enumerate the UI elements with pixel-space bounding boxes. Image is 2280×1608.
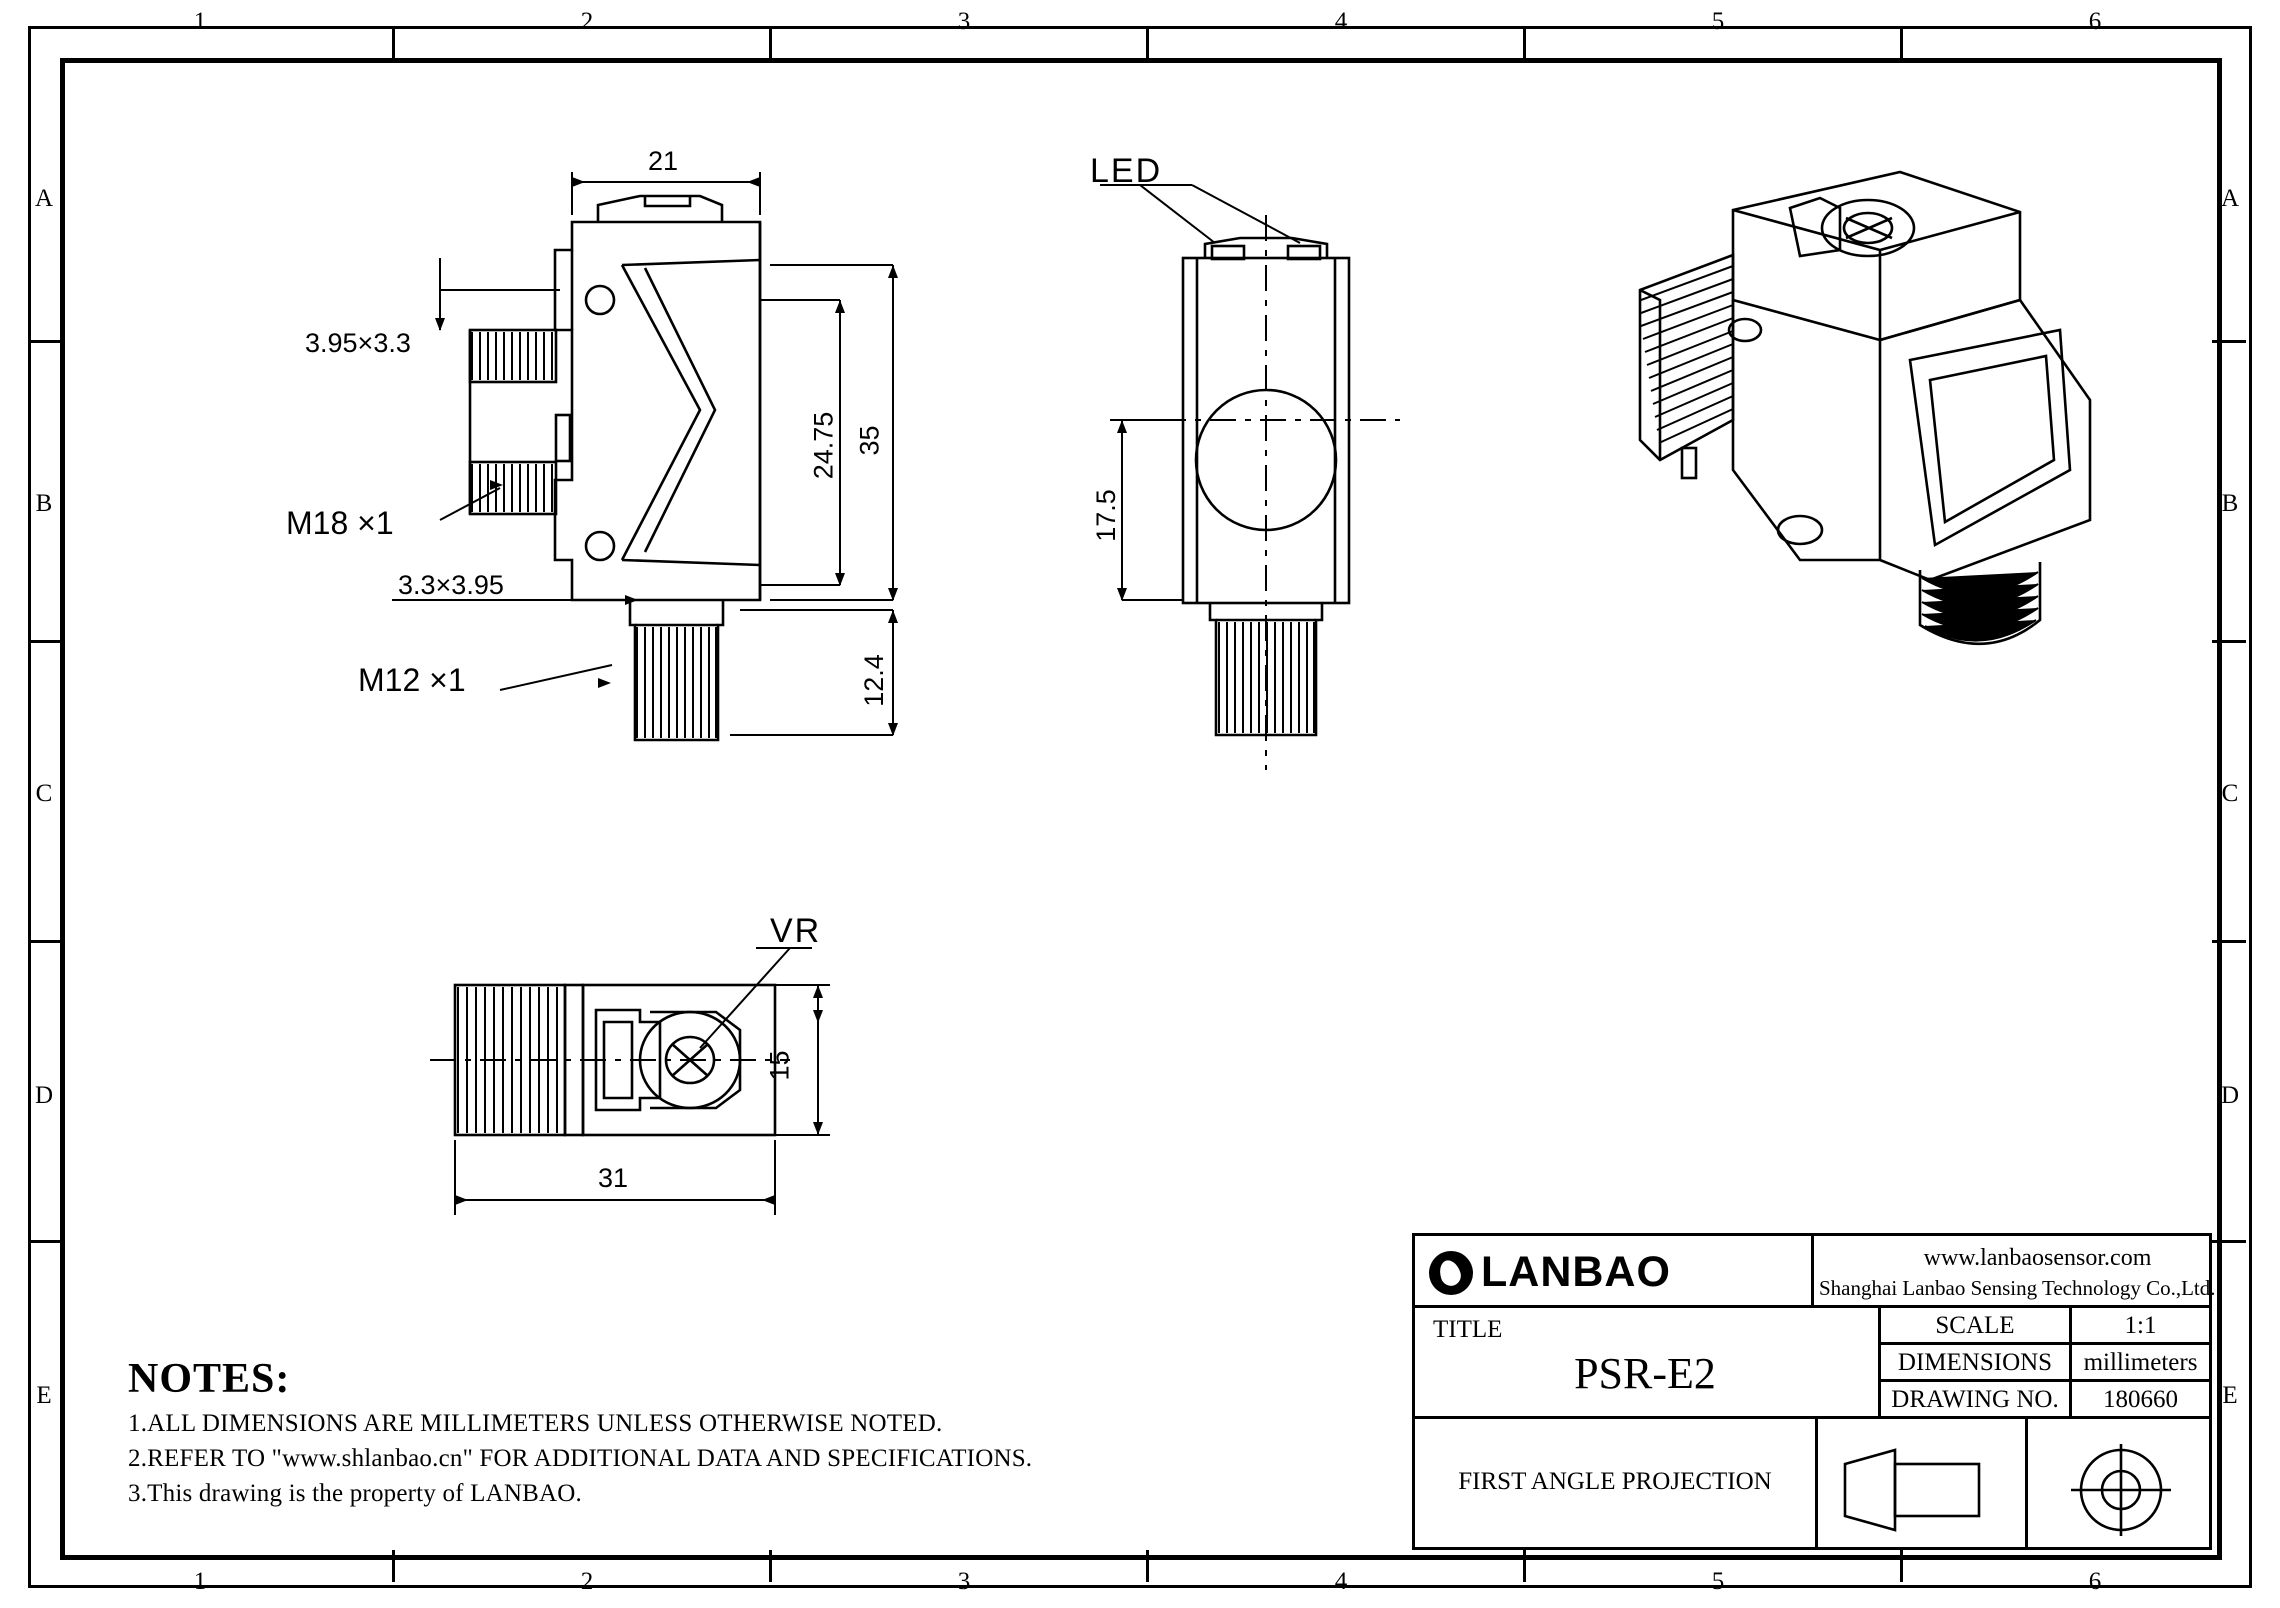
projection-circle-icon xyxy=(2033,1434,2213,1546)
dim-label-35: 35 xyxy=(854,425,885,456)
dim-arrow xyxy=(762,1195,775,1205)
vr-label: VR xyxy=(770,912,822,950)
zone-row-left-C: C xyxy=(35,780,53,807)
drawing-no-label: DRAWING NO. xyxy=(1891,1386,2059,1413)
zone-col-bottom-2: 2 xyxy=(580,1568,594,1595)
title-field-label: TITLE xyxy=(1433,1316,1503,1343)
drawing-no-value: 180660 xyxy=(2103,1386,2178,1413)
note-item-2: 2.REFER TO "www.shlanbao.cn" FOR ADDITIONAL DATA AND SPECIFICATIONS. xyxy=(128,1445,1033,1472)
dim-label-thread-m12: M12 ×1 xyxy=(358,662,466,698)
dim-arrow xyxy=(813,1010,823,1023)
zone-col-top-4: 4 xyxy=(1334,8,1348,35)
tb-divider xyxy=(1415,1305,2209,1308)
lanbao-logo-icon xyxy=(1429,1251,1473,1295)
note-item-3: 3.This drawing is the property of LANBAO. xyxy=(128,1480,582,1507)
zone-row-right-A: A xyxy=(2220,185,2240,212)
dim-label-31: 31 xyxy=(598,1163,629,1193)
dim-label-thread-m18: M18 ×1 xyxy=(286,505,394,541)
dim-label-17-5: 17.5 xyxy=(1090,489,1121,542)
projection-label: FIRST ANGLE PROJECTION xyxy=(1458,1468,1772,1495)
zone-row-right-C: C xyxy=(2221,780,2239,807)
tb-divider xyxy=(1878,1342,2209,1345)
zone-col-top-2: 2 xyxy=(580,8,594,35)
dim-label-width-21: 21 xyxy=(648,146,679,176)
projection-symbol-icon xyxy=(1823,1434,2023,1546)
dim-arrow xyxy=(813,1122,823,1135)
website-text: www.lanbaosensor.com xyxy=(1923,1245,2152,1271)
led-label: LED xyxy=(1090,152,1163,190)
zone-col-top-5: 5 xyxy=(1711,8,1725,35)
zone-row-right-B: B xyxy=(2221,490,2239,517)
zone-row-left-A: A xyxy=(34,185,54,212)
title-block xyxy=(1412,1233,2216,1550)
notes-block xyxy=(128,1355,1032,1508)
tb-divider xyxy=(1815,1416,1818,1550)
zone-col-top-1: 1 xyxy=(193,8,207,35)
lanbao-logo xyxy=(1429,1248,1671,1297)
zone-col-top-3: 3 xyxy=(957,8,971,35)
scale-value: 1:1 xyxy=(2124,1312,2157,1339)
dim-label-24-75: 24.75 xyxy=(808,411,839,480)
zone-col-bottom-5: 5 xyxy=(1711,1568,1725,1595)
zone-row-right-E: E xyxy=(2222,1382,2238,1409)
tb-divider xyxy=(1878,1379,2209,1382)
dim-arrow xyxy=(455,1195,468,1205)
zone-row-left-D: D xyxy=(34,1082,54,1109)
lanbao-logo-text: LANBAO xyxy=(1481,1248,1671,1296)
zone-row-right-D: D xyxy=(2220,1082,2240,1109)
company-full-text: Shanghai Lanbao Sensing Technology Co.,Ltd. xyxy=(1819,1276,2216,1300)
dimensions-label: DIMENSIONS xyxy=(1897,1349,2053,1376)
zone-col-bottom-6: 6 xyxy=(2088,1568,2102,1595)
title-field-value: PSR-E2 xyxy=(1574,1349,1716,1398)
note-item-1: 1.ALL DIMENSIONS ARE MILLIMETERS UNLESS OTHERWISE NOTED. xyxy=(128,1410,943,1437)
dim-label-15: 15 xyxy=(764,1050,795,1081)
scale-label: SCALE xyxy=(1935,1312,2015,1339)
tb-divider xyxy=(2025,1416,2028,1550)
zone-col-bottom-3: 3 xyxy=(957,1568,971,1595)
zone-row-left-B: B xyxy=(35,490,53,517)
zone-col-top-6: 6 xyxy=(2088,8,2102,35)
tb-divider xyxy=(1811,1236,1814,1305)
dim-label-slot-top: 3.95×3.3 xyxy=(305,328,411,358)
dim-label-12-4: 12.4 xyxy=(858,654,889,707)
zone-col-bottom-1: 1 xyxy=(193,1568,207,1595)
zone-row-left-E: E xyxy=(36,1382,52,1409)
dim-arrow xyxy=(813,985,823,998)
tb-divider xyxy=(1415,1416,2209,1419)
zone-col-bottom-4: 4 xyxy=(1334,1568,1348,1595)
dim-label-slot-bottom: 3.3×3.95 xyxy=(398,570,504,600)
dimensions-value: millimeters xyxy=(2083,1349,2198,1376)
notes-heading: NOTES: xyxy=(128,1356,291,1402)
